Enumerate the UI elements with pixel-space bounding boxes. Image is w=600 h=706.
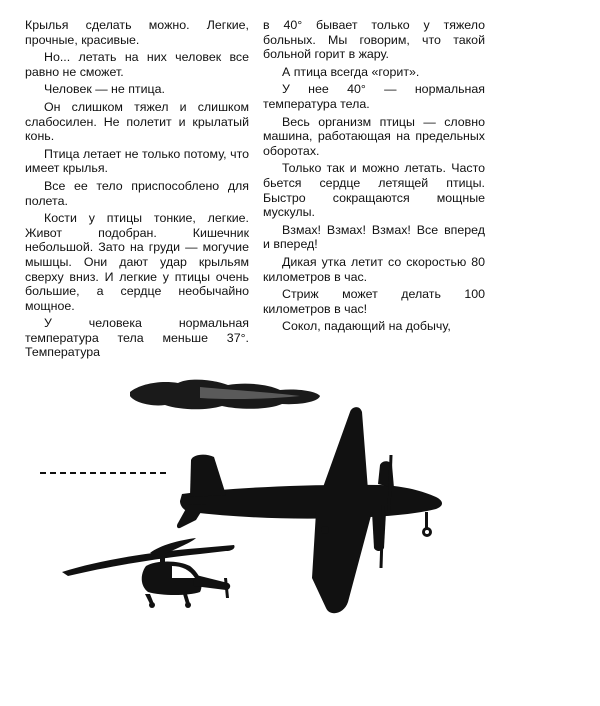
paragraph: Весь организм птицы — словно машина, работающая на предельных оборотах. [263,114,485,158]
paragraph: У нее 40° — нормальная температура тела. [263,82,485,111]
paragraph: А птица всегда «горит». [282,64,420,79]
paragraph: Стриж может делать 100 километров в час! [263,287,485,316]
paragraph: Все ее тело приспособлено для полета. [25,178,249,208]
paragraph: Взмах! Взмах! Взмах! Все вперед и вперед! [263,222,485,252]
paragraph: Сокол, падающий на добычу, [282,319,451,334]
paragraph: Только так и можно летать. Часто бьется сердце летящей птицы. Быстро сокращаются мощные мускулы. [263,161,485,220]
paragraph: в 40° бывает только у тяжело больных. Мы говорим, что такой больной горит в жару. [263,18,485,62]
helicopter-shape [62,538,235,608]
paragraph: Человек — не птица. [44,82,165,97]
paragraph: Кости у птицы тонкие, легкие. Живот подобран. Кишечник небольшой. Зато на груди — могучие мышцы. Они дают удар крыльям сверху вниз. И легкие у птицы очень большие, а сердце необычайно мощное. [25,211,249,313]
paragraph: Крылья сделать можно. Легкие, прочные, красивые. [25,18,249,47]
left-text-column [25,18,249,363]
cloud-shape [130,380,320,410]
paragraph: Дикая утка летит со скоростью 80 километров в час. [263,254,485,284]
paragraph: Он слишком тяжел и слишком слабосилен. Не полетит и крылатый конь. [25,99,249,144]
paragraph: Но... летать на них человек все равно не сможет. [25,50,249,79]
paragraph: Птица летает не только потому, что имеет крылья. [25,146,249,176]
paragraph: У человека нормальная температура тела меньше 37°. Температура [25,316,249,360]
right-text-column [263,18,485,337]
flight-illustration [0,360,600,706]
